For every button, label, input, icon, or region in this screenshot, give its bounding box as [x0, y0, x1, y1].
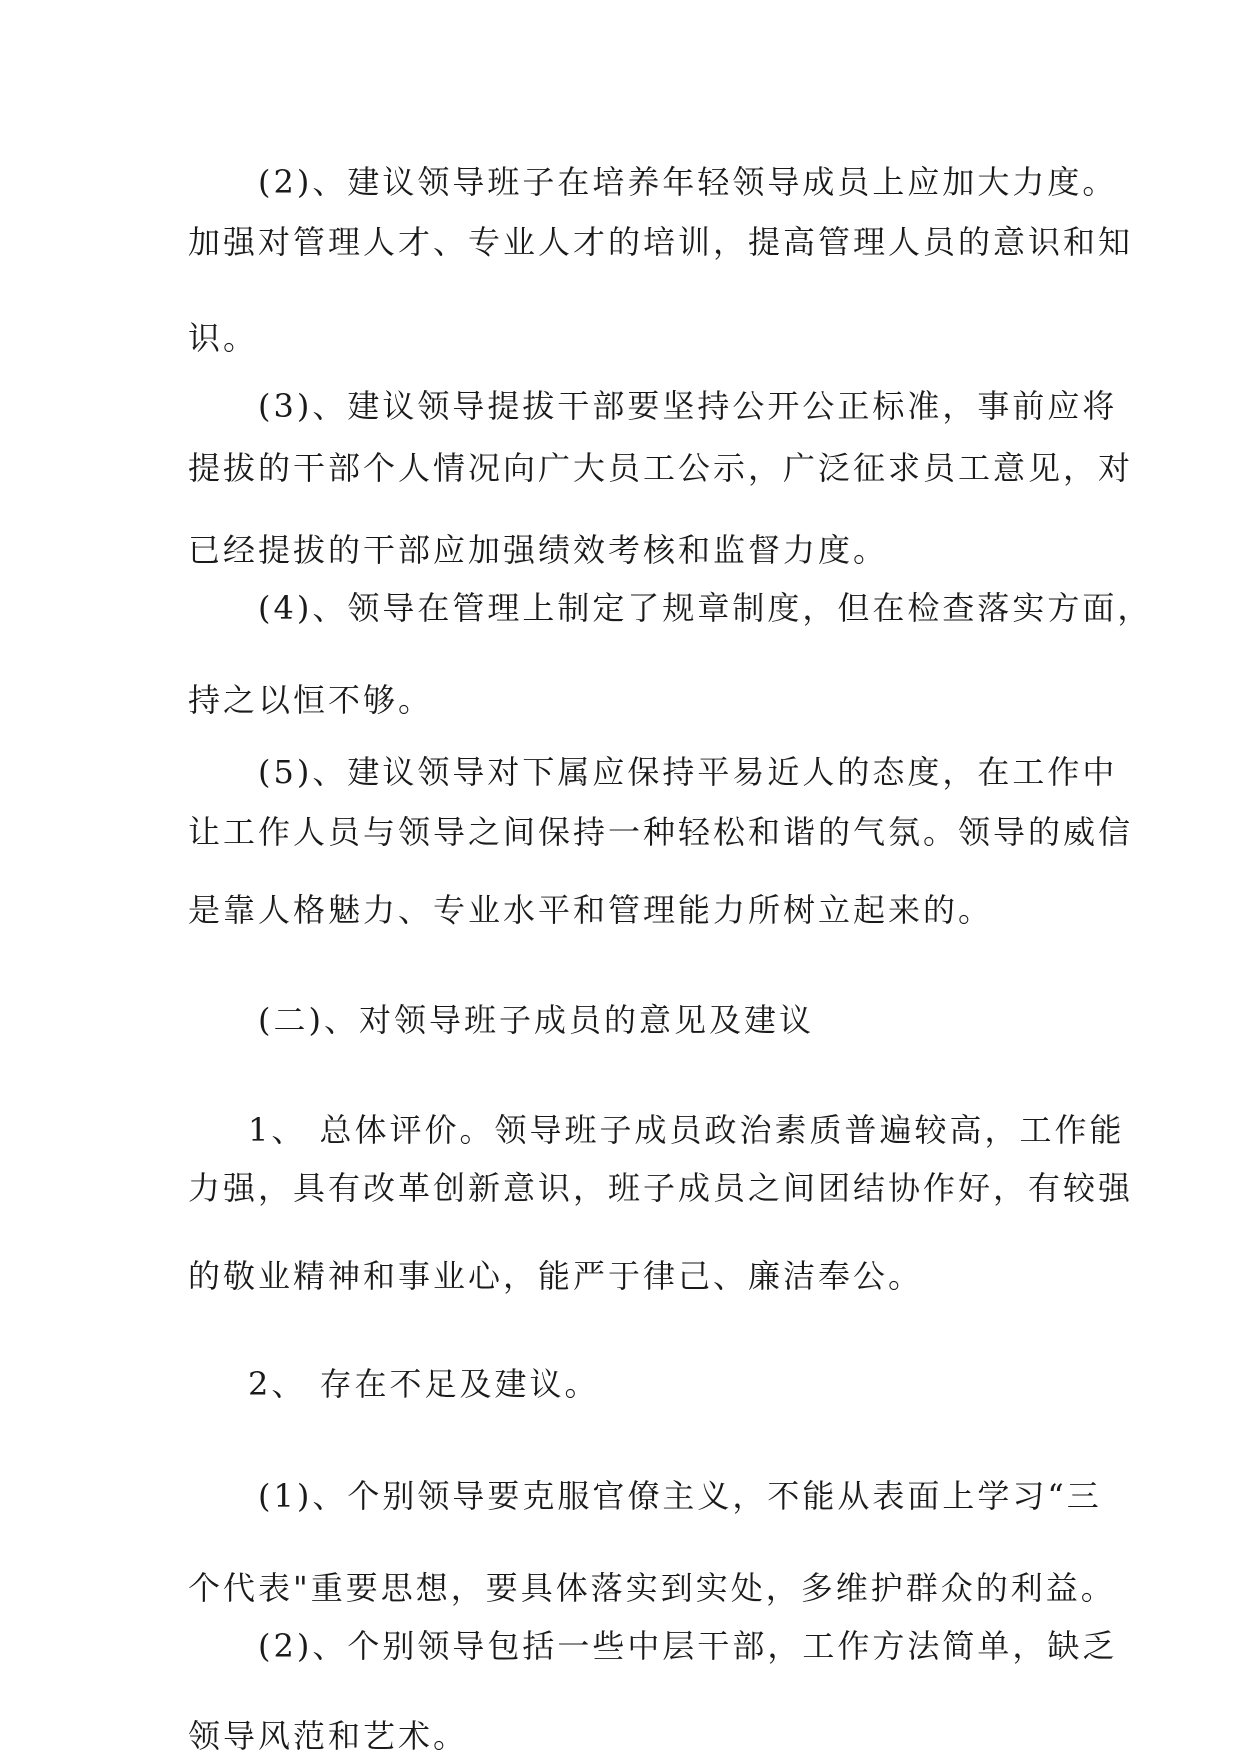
section-heading: (二)、对领导班子成员的意见及建议	[258, 1001, 814, 1039]
paragraph-line: (4)、领导在管理上制定了规章制度，但在检查落实方面，	[258, 589, 1153, 627]
paragraph-line: (5)、建议领导对下属应保持平易近人的态度，在工作中	[258, 753, 1118, 791]
paragraph-line: 力强，具有改革创新意识，班子成员之间团结协作好，有较强	[188, 1169, 1134, 1207]
paragraph-line: (3)、建议领导提拔干部要坚持公开公正标准，事前应将	[258, 387, 1118, 425]
paragraph-line: 是靠人格魅力、专业水平和管理能力所树立起来的。	[188, 891, 994, 929]
paragraph-line: 让工作人员与领导之间保持一种轻松和谐的气氛。领导的威信	[188, 813, 1134, 851]
paragraph-line: (2)、建议领导班子在培养年轻领导成员上应加大力度。	[258, 163, 1118, 201]
paragraph-line: 1、 总体评价。领导班子成员政治素质普遍较高，工作能	[248, 1111, 1125, 1149]
paragraph-line: (1)、个别领导要克服官僚主义，不能从表面上学习“三	[258, 1477, 1102, 1515]
paragraph-line: 提拔的干部个人情况向广大员工公示，广泛征求员工意见，对	[188, 449, 1134, 487]
paragraph-line: 的敬业精神和事业心，能严于律己、廉洁奉公。	[188, 1257, 924, 1295]
paragraph-line: 持之以恒不够。	[188, 681, 434, 719]
paragraph-line: 已经提拔的干部应加强绩效考核和监督力度。	[188, 531, 889, 569]
paragraph-line: (2)、个别领导包括一些中层干部，工作方法简单，缺乏	[258, 1627, 1118, 1665]
paragraph-line: 个代表"重要思想，要具体落实到实处，多维护群众的利益。	[188, 1569, 1116, 1607]
paragraph-line: 加强对管理人才、专业人才的培训，提高管理人员的意识和知	[188, 223, 1134, 261]
paragraph-line: 领导风范和艺术。	[188, 1717, 469, 1755]
paragraph-line: 识。	[188, 319, 259, 357]
paragraph-line: 2、 存在不足及建议。	[248, 1365, 600, 1403]
